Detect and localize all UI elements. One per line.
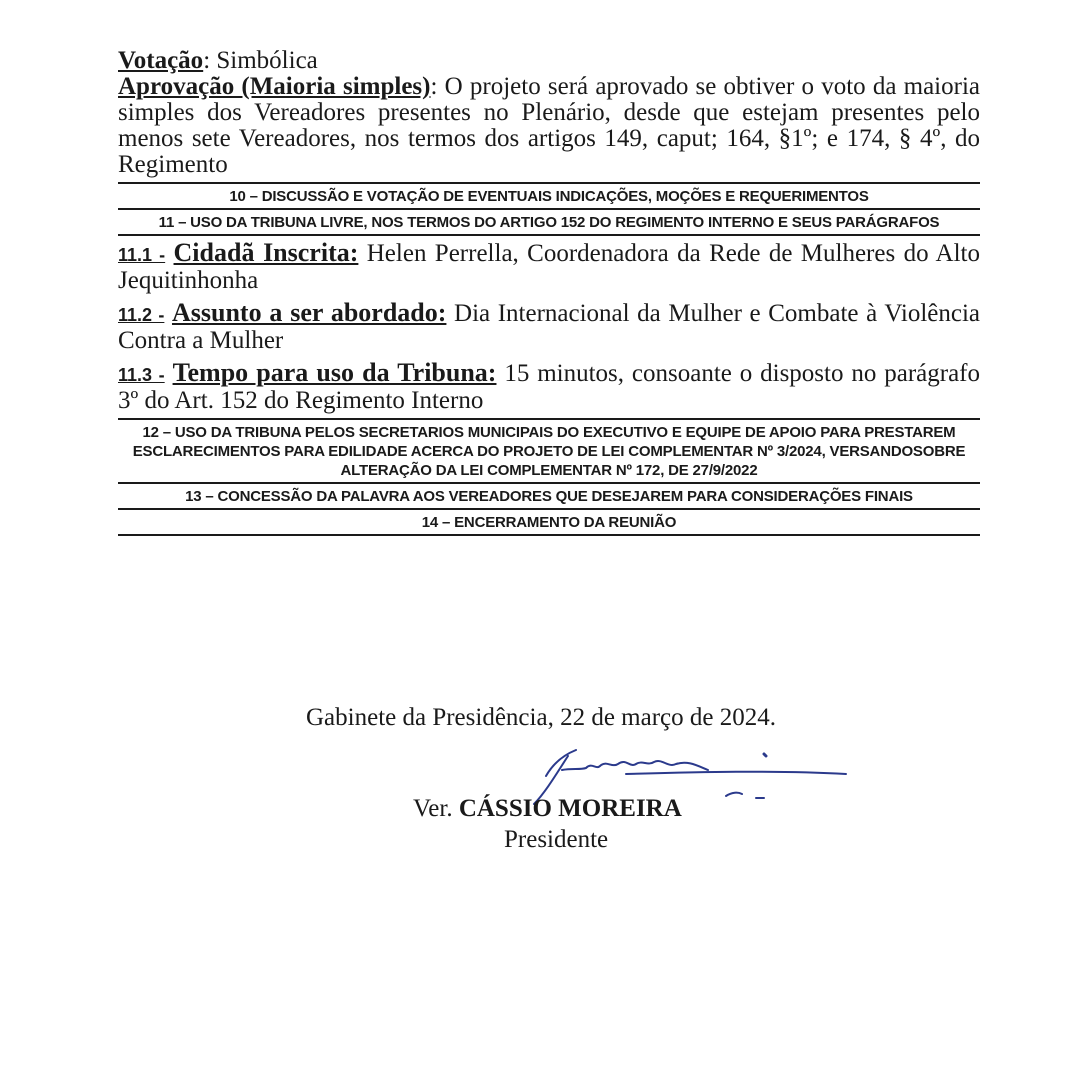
aprovacao-label: Aprovação (Maioria simples)	[118, 73, 431, 100]
agenda-item-10: 10 – DISCUSSÃO E VOTAÇÃO DE EVENTUAIS INDICAÇÕES, MOÇÕES E REQUERIMENTOS	[118, 182, 980, 208]
sub-item-11-1	[118, 240, 980, 294]
aprovacao-paragraph	[118, 74, 980, 178]
votacao-value: : Simbólica	[203, 47, 318, 74]
votacao-label: Votação	[118, 47, 204, 74]
date-line: Gabinete da Presidência, 22 de março de 2024.	[306, 704, 776, 731]
agenda-item-14: 14 – ENCERRAMENTO DA REUNIÃO	[118, 508, 980, 536]
sub-item-text: 15 minutos, consoante o disposto no parágrafo 3º do Art. 152 do Regimento Interno	[118, 360, 980, 414]
agenda-item-11: 11 – USO DA TRIBUNA LIVRE, NOS TERMOS DO ARTIGO 152 DO REGIMENTO INTERNO E SEUS PARÁGRAFOS	[118, 208, 980, 234]
signer-name: CÁSSIO MOREIRA	[458, 795, 682, 822]
signer-line	[413, 795, 682, 823]
signer-prefix: Ver.	[413, 795, 459, 822]
sub-item-label: Tempo para uso da Tribuna:	[172, 358, 497, 387]
sub-item-label: Assunto a ser abordado:	[171, 298, 447, 327]
aprovacao-text: : O projeto será aprovado se obtiver o voto da maioria simples dos Vereadores presentes no Plenário, desde que estejam presentes pelo menos sete Vereadores, nos termos dos artigos 149, caput; 164, §1º; e 174, § 4º, do Regimento	[118, 73, 981, 178]
sub-item-11-2	[118, 300, 980, 354]
agenda-item-13: 13 – CONCESSÃO DA PALAVRA AOS VEREADORES QUE DESEJAREM PARA CONSIDERAÇÕES FINAIS	[118, 482, 980, 508]
sub-item-number: 11.3 -	[118, 365, 165, 385]
sub-item-number: 11.1 -	[118, 245, 166, 265]
sub-item-text: Dia Internacional da Mulher e Combate à Violência Contra a Mulher	[118, 300, 981, 354]
agenda-item-12: 12 – USO DA TRIBUNA PELOS SECRETARIOS MUNICIPAIS DO EXECUTIVO E EQUIPE DE APOIO PARA PRESTAREM ESCLARECIMENTOS PARA EDILIDADE ACERCA DO PROJETO DE LEI COMPLEMENTAR Nº 3/2024, VERSANDOSOBRE ALTERAÇÃO DA LEI COMPLEMENTAR Nº 172, DE 27/9/2022	[118, 418, 980, 482]
agenda-content	[118, 48, 980, 536]
sub-item-number: 11.2 -	[118, 305, 165, 325]
sub-item-label: Cidadã Inscrita:	[173, 238, 359, 267]
sub-item-11-3	[118, 360, 980, 414]
signer-role: Presidente	[504, 826, 609, 853]
votacao-line	[118, 48, 980, 74]
sub-item-text: Helen Perrella, Coordenadora da Rede de Mulheres do Alto Jequitinhonha	[118, 240, 980, 294]
